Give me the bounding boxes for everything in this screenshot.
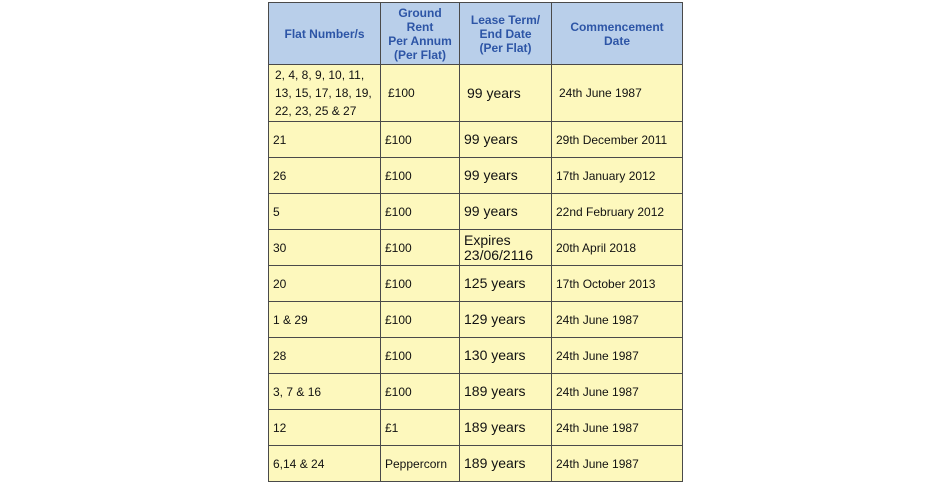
lease-table bbox=[268, 2, 683, 482]
date-cell: 17th January 2012 bbox=[552, 158, 683, 194]
term-cell: 99 years bbox=[460, 194, 552, 230]
rent-cell: £100 bbox=[381, 374, 460, 410]
term-cell: 125 years bbox=[460, 266, 552, 302]
header-row bbox=[269, 3, 683, 65]
table-row bbox=[269, 230, 683, 266]
date-cell: 29th December 2011 bbox=[552, 122, 683, 158]
rent-cell: £100 bbox=[381, 122, 460, 158]
table-row bbox=[269, 410, 683, 446]
table-row bbox=[269, 266, 683, 302]
header-lease-term bbox=[460, 3, 552, 65]
table-row bbox=[269, 194, 683, 230]
flat-cell: 20 bbox=[269, 266, 381, 302]
table-row bbox=[269, 374, 683, 410]
rent-cell: £100 bbox=[381, 230, 460, 266]
date-cell: 24th June 1987 bbox=[552, 374, 683, 410]
flat-cell: 28 bbox=[269, 338, 381, 374]
header-line: Ground bbox=[398, 5, 442, 20]
flat-cell: 26 bbox=[269, 158, 381, 194]
term-cell: 99 years bbox=[460, 158, 552, 194]
flat-cell: 6,14 & 24 bbox=[269, 446, 381, 482]
table-row bbox=[269, 65, 683, 122]
flat-cell: 12 bbox=[269, 410, 381, 446]
table-row bbox=[269, 338, 683, 374]
rent-cell: £1 bbox=[381, 410, 460, 446]
date-cell: 24th June 1987 bbox=[552, 302, 683, 338]
header-line: Commencement bbox=[570, 19, 664, 34]
term-cell: 130 years bbox=[460, 338, 552, 374]
header-line: Per Annum bbox=[388, 33, 452, 48]
table-row bbox=[269, 302, 683, 338]
rent-cell: £100 bbox=[381, 194, 460, 230]
header-flat-number: Flat Number/s bbox=[269, 3, 381, 65]
rent-cell: £100 bbox=[381, 338, 460, 374]
header-ground-rent bbox=[381, 3, 460, 65]
term-cell: 129 years bbox=[460, 302, 552, 338]
rent-cell: £100 bbox=[381, 65, 460, 122]
term-cell: 189 years bbox=[460, 410, 552, 446]
header-line: (Per Flat) bbox=[479, 40, 532, 55]
date-cell: 24th June 1987 bbox=[552, 65, 683, 122]
flat-cell: 3, 7 & 16 bbox=[269, 374, 381, 410]
flat-cell: 30 bbox=[269, 230, 381, 266]
date-cell: 22nd February 2012 bbox=[552, 194, 683, 230]
term-cell: 189 years bbox=[460, 374, 552, 410]
header-line: Lease Term/ bbox=[470, 12, 541, 27]
rent-cell: £100 bbox=[381, 302, 460, 338]
flat-cell: 2, 4, 8, 9, 10, 11, 13, 15, 17, 18, 19, 22, 23, 25 & 27 bbox=[269, 65, 381, 122]
date-cell: 24th June 1987 bbox=[552, 446, 683, 482]
rent-cell: £100 bbox=[381, 158, 460, 194]
date-cell: 17th October 2013 bbox=[552, 266, 683, 302]
rent-cell: £100 bbox=[381, 266, 460, 302]
header-line: End Date bbox=[479, 26, 532, 41]
flat-cell: 5 bbox=[269, 194, 381, 230]
date-cell: 24th June 1987 bbox=[552, 338, 683, 374]
header-line: (Per Flat) bbox=[393, 47, 446, 62]
table-row bbox=[269, 158, 683, 194]
flat-cell: 21 bbox=[269, 122, 381, 158]
date-cell: 20th April 2018 bbox=[552, 230, 683, 266]
flat-cell: 1 & 29 bbox=[269, 302, 381, 338]
header-line: Rent bbox=[406, 19, 434, 34]
header-line: Date bbox=[603, 33, 630, 48]
term-cell: Expires 23/06/2116 bbox=[460, 230, 552, 266]
table-row bbox=[269, 446, 683, 482]
header-commencement-date bbox=[552, 3, 683, 65]
rent-cell: Peppercorn bbox=[381, 446, 460, 482]
term-cell: 189 years bbox=[460, 446, 552, 482]
table-row bbox=[269, 122, 683, 158]
term-cell: 99 years bbox=[460, 122, 552, 158]
date-cell: 24th June 1987 bbox=[552, 410, 683, 446]
term-cell: 99 years bbox=[460, 65, 552, 122]
